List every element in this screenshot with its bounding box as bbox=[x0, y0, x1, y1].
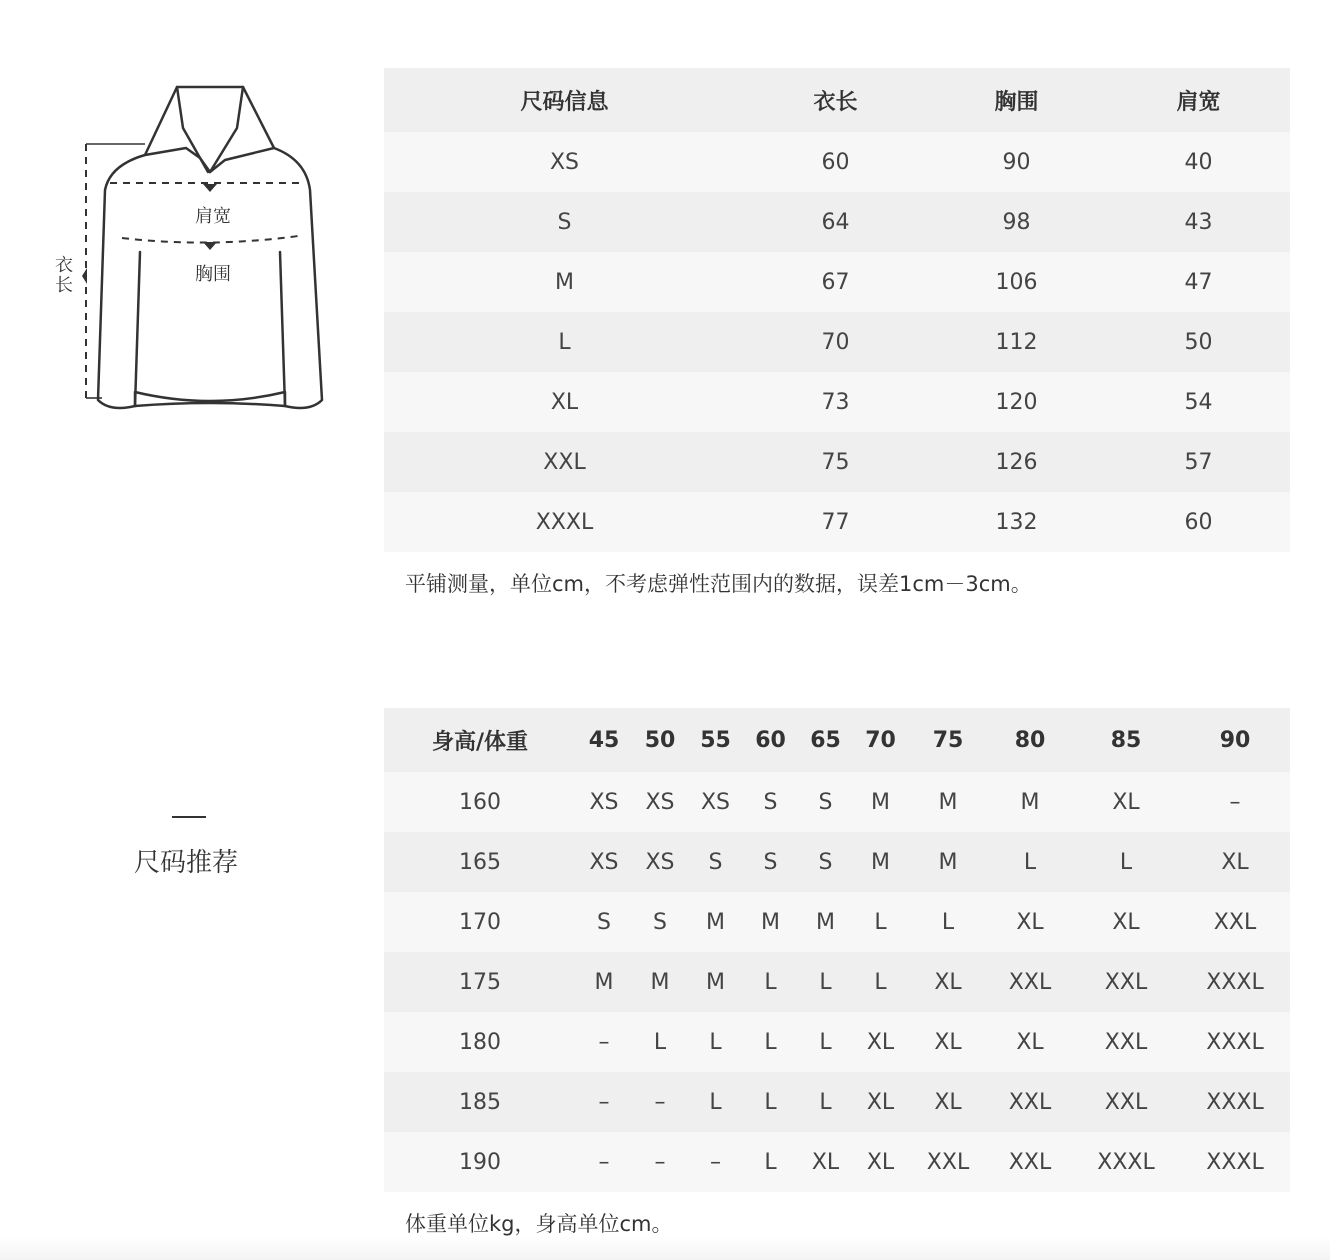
recommend-table-header-cell: 65 bbox=[798, 708, 853, 772]
recommend-table-cell: XXXL bbox=[1180, 1072, 1290, 1132]
size-table-cell: XL bbox=[384, 372, 745, 432]
recommend-table-cell: XXL bbox=[1072, 1012, 1180, 1072]
page-bottom-fade bbox=[0, 1236, 1330, 1260]
size-table-cell: 64 bbox=[745, 192, 926, 252]
recommend-table-cell: XXL bbox=[1180, 892, 1290, 952]
table-row bbox=[384, 1012, 1290, 1072]
recommend-table-cell: L bbox=[632, 1012, 688, 1072]
recommend-table-cell: M bbox=[632, 952, 688, 1012]
size-table-cell: 75 bbox=[745, 432, 926, 492]
recommend-table-header-cell: 55 bbox=[688, 708, 743, 772]
recommend-table-cell: – bbox=[688, 1132, 743, 1192]
size-table-cell: 90 bbox=[926, 132, 1107, 192]
recommend-table-cell: L bbox=[743, 952, 798, 1012]
table-row bbox=[384, 1132, 1290, 1192]
recommend-table-cell: M bbox=[576, 952, 632, 1012]
recommend-table-cell: 170 bbox=[384, 892, 576, 952]
recommend-table-cell: XS bbox=[576, 832, 632, 892]
recommend-table-cell: XL bbox=[798, 1132, 853, 1192]
size-table-cell: 67 bbox=[745, 252, 926, 312]
recommend-table-cell: XXXL bbox=[1180, 952, 1290, 1012]
size-info-table-container bbox=[384, 68, 1290, 552]
size-table-header-cell: 肩宽 bbox=[1107, 68, 1290, 132]
recommend-table-cell: L bbox=[988, 832, 1072, 892]
table-row bbox=[384, 132, 1290, 192]
recommend-table-cell: S bbox=[798, 772, 853, 832]
size-table-note: 平铺测量，单位cm，不考虑弹性范围内的数据，误差1cm－3cm。 bbox=[405, 572, 1032, 596]
size-table-cell: 40 bbox=[1107, 132, 1290, 192]
size-info-table bbox=[384, 68, 1290, 552]
recommend-table-cell: XS bbox=[576, 772, 632, 832]
recommend-table-cell: XXL bbox=[988, 1072, 1072, 1132]
recommend-table-cell: 180 bbox=[384, 1012, 576, 1072]
recommend-table-cell: XS bbox=[632, 832, 688, 892]
recommend-table-header-cell: 75 bbox=[908, 708, 988, 772]
recommend-table-cell: XL bbox=[988, 892, 1072, 952]
size-table-cell: 47 bbox=[1107, 252, 1290, 312]
size-table-cell: 98 bbox=[926, 192, 1107, 252]
recommend-table-cell: XXL bbox=[988, 952, 1072, 1012]
recommend-table-cell: S bbox=[743, 832, 798, 892]
table-row bbox=[384, 312, 1290, 372]
recommend-table-cell: XL bbox=[853, 1132, 908, 1192]
recommend-table-cell: L bbox=[798, 1012, 853, 1072]
recommend-table-cell: XL bbox=[908, 952, 988, 1012]
recommend-table-cell: XL bbox=[908, 1012, 988, 1072]
recommend-table-cell: XL bbox=[853, 1012, 908, 1072]
recommend-table-cell: XL bbox=[1072, 772, 1180, 832]
recommend-table-cell: L bbox=[798, 1072, 853, 1132]
recommend-table-cell: XS bbox=[688, 772, 743, 832]
sweater-outline-illustration bbox=[50, 80, 340, 420]
size-table-header-cell: 尺码信息 bbox=[384, 68, 745, 132]
recommend-table-cell: S bbox=[798, 832, 853, 892]
recommend-table-cell: L bbox=[853, 952, 908, 1012]
size-table-cell: 43 bbox=[1107, 192, 1290, 252]
recommend-table-header-cell: 70 bbox=[853, 708, 908, 772]
recommend-table-cell: XXXL bbox=[1072, 1132, 1180, 1192]
recommend-table-cell: XL bbox=[1180, 832, 1290, 892]
recommend-table-cell: L bbox=[743, 1072, 798, 1132]
recommend-table-cell: L bbox=[853, 892, 908, 952]
recommend-table-header-cell: 90 bbox=[1180, 708, 1290, 772]
table-row bbox=[384, 432, 1290, 492]
recommend-table-cell: XL bbox=[908, 1072, 988, 1132]
recommend-table-cell: – bbox=[576, 1072, 632, 1132]
recommend-table-cell: XL bbox=[853, 1072, 908, 1132]
size-table-cell: M bbox=[384, 252, 745, 312]
recommend-table-cell: 160 bbox=[384, 772, 576, 832]
recommend-table-note: 体重单位kg，身高单位cm。 bbox=[405, 1212, 673, 1236]
recommend-table-cell: 165 bbox=[384, 832, 576, 892]
shoulder-width-label: 肩宽 bbox=[195, 206, 231, 227]
size-table-cell: S bbox=[384, 192, 745, 252]
size-table-cell: 73 bbox=[745, 372, 926, 432]
size-table-header-cell: 衣长 bbox=[745, 68, 926, 132]
recommend-table-cell: 175 bbox=[384, 952, 576, 1012]
table-row bbox=[384, 952, 1290, 1012]
chest-label: 胸围 bbox=[195, 264, 231, 285]
size-table-cell: 60 bbox=[745, 132, 926, 192]
size-table-cell: 126 bbox=[926, 432, 1107, 492]
recommend-table-cell: L bbox=[688, 1012, 743, 1072]
recommend-table-header-cell: 50 bbox=[632, 708, 688, 772]
table-row bbox=[384, 492, 1290, 552]
recommend-table-header-cell: 80 bbox=[988, 708, 1072, 772]
recommend-table-header-cell: 60 bbox=[743, 708, 798, 772]
recommend-table-cell: XS bbox=[632, 772, 688, 832]
recommend-table-cell: S bbox=[688, 832, 743, 892]
size-table-cell: 60 bbox=[1107, 492, 1290, 552]
recommend-table-container bbox=[384, 708, 1290, 1192]
recommend-table-cell: M bbox=[798, 892, 853, 952]
size-table-cell: L bbox=[384, 312, 745, 372]
size-recommendation-table bbox=[384, 708, 1290, 1192]
recommend-table-cell: L bbox=[688, 1072, 743, 1132]
table-row bbox=[384, 192, 1290, 252]
recommend-table-cell: S bbox=[576, 892, 632, 952]
recommend-table-cell: XL bbox=[1072, 892, 1180, 952]
size-table-cell: 120 bbox=[926, 372, 1107, 432]
recommend-table-cell: L bbox=[743, 1012, 798, 1072]
recommend-table-cell: – bbox=[632, 1072, 688, 1132]
recommend-table-cell: L bbox=[1072, 832, 1180, 892]
recommend-table-cell: XXL bbox=[1072, 952, 1180, 1012]
recommend-table-cell: – bbox=[576, 1132, 632, 1192]
recommend-table-cell: XXL bbox=[1072, 1072, 1180, 1132]
recommend-table-cell: – bbox=[1180, 772, 1290, 832]
size-table-header-cell: 胸围 bbox=[926, 68, 1107, 132]
recommend-table-cell: 185 bbox=[384, 1072, 576, 1132]
section-title: 尺码推荐 bbox=[134, 848, 239, 878]
table-row bbox=[384, 832, 1290, 892]
size-table-cell: XXL bbox=[384, 432, 745, 492]
table-row bbox=[384, 252, 1290, 312]
section-divider bbox=[172, 816, 206, 818]
recommend-table-header-cell: 身高/体重 bbox=[384, 708, 576, 772]
size-table-cell: 57 bbox=[1107, 432, 1290, 492]
size-table-cell: XS bbox=[384, 132, 745, 192]
recommend-table-cell: L bbox=[743, 1132, 798, 1192]
recommend-table-cell: M bbox=[688, 952, 743, 1012]
recommend-table-header-row bbox=[384, 708, 1290, 772]
recommend-table-cell: S bbox=[743, 772, 798, 832]
recommend-table-cell: M bbox=[688, 892, 743, 952]
recommend-table-cell: L bbox=[798, 952, 853, 1012]
garment-diagram bbox=[50, 80, 340, 420]
size-table-cell: XXXL bbox=[384, 492, 745, 552]
recommend-table-cell: – bbox=[576, 1012, 632, 1072]
recommend-table-cell: XXL bbox=[988, 1132, 1072, 1192]
recommend-table-cell: S bbox=[632, 892, 688, 952]
recommend-table-cell: M bbox=[743, 892, 798, 952]
length-label: 衣长 bbox=[55, 255, 73, 296]
table-row bbox=[384, 892, 1290, 952]
size-table-cell: 106 bbox=[926, 252, 1107, 312]
recommend-table-cell: L bbox=[908, 892, 988, 952]
recommend-table-cell: M bbox=[853, 772, 908, 832]
recommend-table-cell: XXXL bbox=[1180, 1012, 1290, 1072]
recommend-table-cell: M bbox=[988, 772, 1072, 832]
size-table-cell: 54 bbox=[1107, 372, 1290, 432]
table-row bbox=[384, 372, 1290, 432]
recommend-table-header-cell: 45 bbox=[576, 708, 632, 772]
table-row bbox=[384, 772, 1290, 832]
size-table-cell: 112 bbox=[926, 312, 1107, 372]
table-row bbox=[384, 1072, 1290, 1132]
recommend-table-header-cell: 85 bbox=[1072, 708, 1180, 772]
size-table-header-row bbox=[384, 68, 1290, 132]
recommend-table-cell: – bbox=[632, 1132, 688, 1192]
recommend-table-cell: M bbox=[908, 832, 988, 892]
recommend-table-cell: XXXL bbox=[1180, 1132, 1290, 1192]
recommend-table-cell: XXL bbox=[908, 1132, 988, 1192]
recommend-table-cell: M bbox=[853, 832, 908, 892]
recommend-table-cell: 190 bbox=[384, 1132, 576, 1192]
size-table-cell: 50 bbox=[1107, 312, 1290, 372]
size-table-cell: 132 bbox=[926, 492, 1107, 552]
size-table-cell: 77 bbox=[745, 492, 926, 552]
recommend-table-cell: M bbox=[908, 772, 988, 832]
recommend-table-cell: XL bbox=[988, 1012, 1072, 1072]
size-table-cell: 70 bbox=[745, 312, 926, 372]
